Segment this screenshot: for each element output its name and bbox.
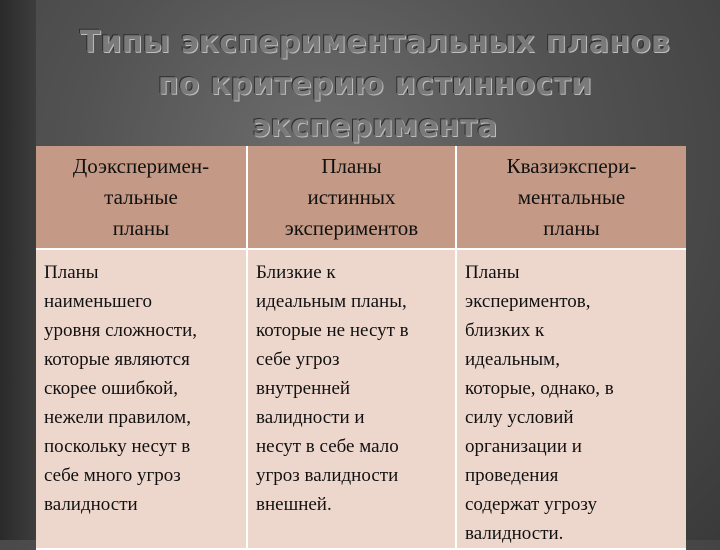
cell-line: валидности и [256, 407, 365, 428]
cell-line: валидности. [465, 523, 564, 544]
cell-line: валидности [44, 494, 138, 515]
cell-line: поскольку несут в [44, 436, 191, 457]
header-line: Квазиэкспери- [506, 153, 637, 178]
header-line: планы [112, 215, 170, 240]
cell-line: внешней. [256, 494, 332, 515]
cell-line: идеальным, [465, 349, 560, 370]
cell-line: уровня сложности, [44, 320, 197, 341]
cell-line: угроз валидности [256, 465, 399, 486]
cell-line: себе угроз [256, 349, 340, 370]
cell-quasi-experimental [457, 250, 686, 550]
header-line: Доэксперимен- [72, 153, 210, 178]
header-line: планы [543, 215, 600, 240]
cell-line: Планы [465, 262, 520, 283]
cell-line: нежели правилом, [44, 407, 191, 428]
cell-line: идеальным планы, [256, 291, 407, 312]
cell-pre-experimental [36, 250, 248, 550]
cell-line: Планы [44, 262, 99, 283]
slide-title-line: эксперимента [252, 109, 498, 144]
header-true-experimental [248, 146, 457, 250]
cell-line: себе много угроз [44, 465, 181, 486]
cell-line: которые являются [44, 349, 190, 370]
cell-line: которые, однако, в [465, 378, 614, 399]
cell-line: скорее ошибкой, [44, 378, 178, 399]
table-header-row [36, 146, 686, 250]
cell-line: содержат угрозу [465, 494, 598, 515]
cell-line: внутренней [256, 378, 351, 399]
slide-title-line: Типы экспериментальных планов [79, 25, 671, 60]
cell-line: экспериментов, [465, 291, 591, 312]
header-line: экспериментов [284, 215, 419, 240]
header-line: ментальные [517, 184, 626, 209]
table-row [36, 250, 686, 550]
cell-line: несут в себе мало [256, 436, 399, 457]
cell-line: силу условий [465, 407, 574, 428]
cell-line: организации и [465, 436, 582, 457]
header-line: тальные [104, 184, 178, 209]
cell-line: проведения [465, 465, 559, 486]
header-line: истинных [307, 184, 396, 209]
slide-title [30, 22, 720, 148]
cell-line: наименьшего [44, 291, 152, 312]
header-line: Планы [321, 153, 382, 178]
cell-true-experimental [248, 250, 457, 550]
header-quasi-experimental [457, 146, 686, 250]
header-pre-experimental [36, 146, 248, 250]
cell-line: которые не несут в [256, 320, 409, 341]
cell-line: близких к [465, 320, 545, 341]
slide-title-line: по критерию истинности [157, 67, 593, 102]
plans-table [36, 146, 686, 550]
cell-line: Близкие к [256, 262, 336, 283]
